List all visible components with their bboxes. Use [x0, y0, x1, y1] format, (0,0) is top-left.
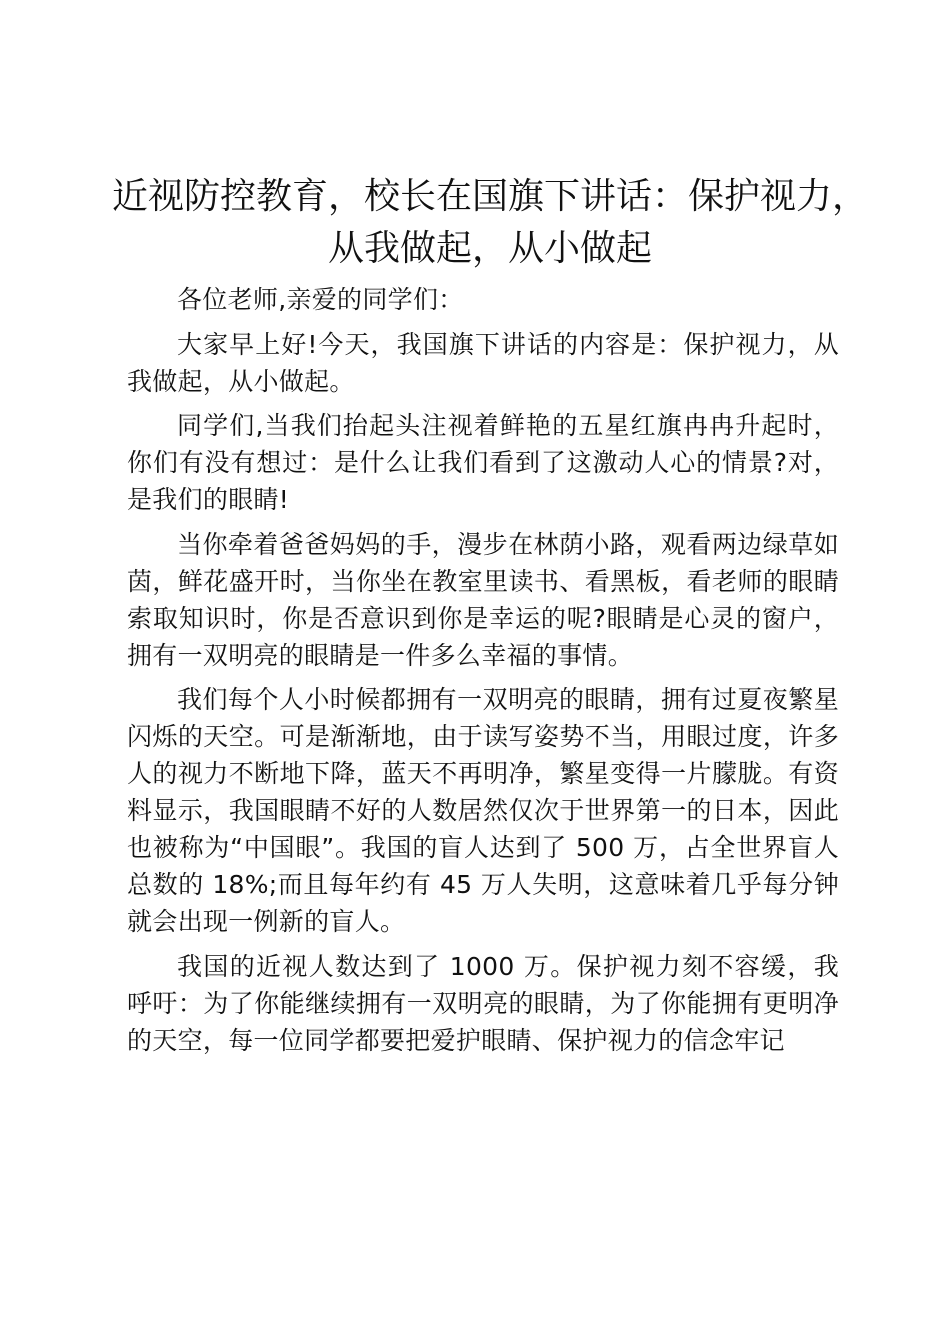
document-title: 近视防控教育，校长在国旗下讲话：保护视力，从我做起，从小做起	[111, 176, 868, 269]
document-body	[127, 281, 839, 1066]
paragraph-eyes-question: 同学们,当我们抬起头注视着鲜艳的五星红旗冉冉升起时，你们有没有想过：是什么让我们看到了这激动人心的情景?对，是我们的眼睛!	[127, 411, 839, 514]
paragraph-salutation: 各位老师,亲爱的同学们：	[177, 285, 464, 314]
paragraph-appeal: 我国的近视人数达到了 1000 万。保护视力刻不容缓，我呼吁：为了你能继续拥有一双明亮的眼睛，为了你能拥有更明净的天空，每一位同学都要把爱护眼睛、保护视力的信念牢记	[127, 951, 839, 1055]
paragraph-fortune: 当你牵着爸爸妈妈的手，漫步在林荫小路，观看两边绿草如茵，鲜花盛开时，当你坐在教室里读书、看黑板，看老师的眼睛索取知识时，你是否意识到你是幸运的呢?眼睛是心灵的窗户，拥有一双明亮的眼睛是一件多么幸福的事情。	[127, 529, 839, 670]
paragraph-greeting: 大家早上好!今天，我国旗下讲话的内容是：保护视力，从我做起，从小做起。	[127, 329, 839, 396]
paragraph-statistics: 我们每个人小时候都拥有一双明亮的眼睛，拥有过夏夜繁星闪烁的天空。可是渐渐地，由于读写姿势不当，用眼过度，许多人的视力不断地下降，蓝天不再明净，繁星变得一片朦胧。有资料显示，我国眼睛不好的人数居然仅次于世界第一的日本，因此也被称为“中国眼”。我国的盲人达到了 500 万，占全世界盲人总数的 18%;而且每年约有 45 万人失明，这意味着几乎每分钟就会出现一例新的盲人。	[127, 685, 839, 936]
